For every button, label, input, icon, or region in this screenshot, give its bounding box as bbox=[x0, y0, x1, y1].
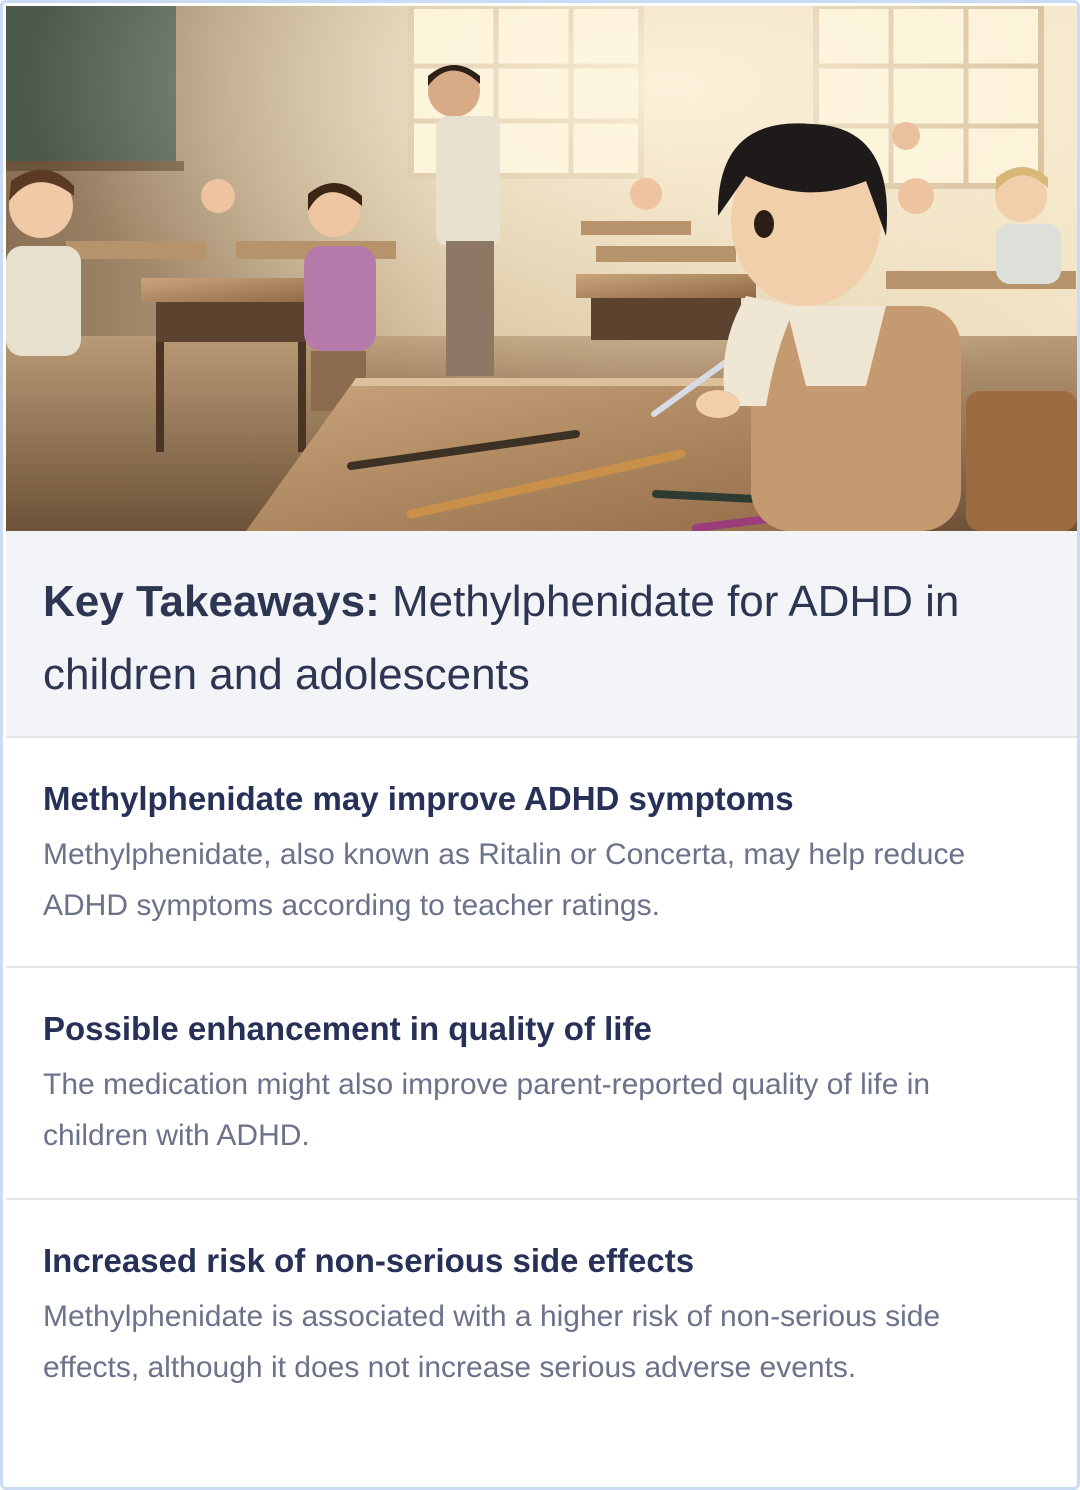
classroom-illustration-icon bbox=[6, 6, 1077, 531]
title-band bbox=[6, 531, 1077, 738]
hero-image bbox=[6, 6, 1077, 531]
takeaway-heading: Possible enhancement in quality of life bbox=[43, 1010, 652, 1047]
takeaway-section bbox=[6, 738, 1077, 968]
takeaway-body: The medication might also improve parent-reported quality of life in children with ADHD. bbox=[43, 1068, 931, 1152]
page-title bbox=[43, 565, 1037, 711]
takeaway-body: Methylphenidate is associated with a higher risk of non-serious side effects, although it does not increase serious adverse events. bbox=[43, 1300, 941, 1384]
takeaway-heading: Increased risk of non-serious side effects bbox=[43, 1242, 695, 1279]
takeaway-body: Methylphenidate, also known as Ritalin or Concerta, may help reduce ADHD symptoms according to teacher ratings. bbox=[43, 838, 966, 922]
takeaway-section bbox=[6, 1200, 1077, 1490]
title-rest: Methylphenidate for ADHD in children and adolescents bbox=[43, 577, 960, 699]
takeaway-section bbox=[6, 968, 1077, 1200]
title-bold: Key Takeaways: bbox=[43, 577, 380, 626]
takeaway-heading: Methylphenidate may improve ADHD symptoms bbox=[43, 780, 794, 817]
